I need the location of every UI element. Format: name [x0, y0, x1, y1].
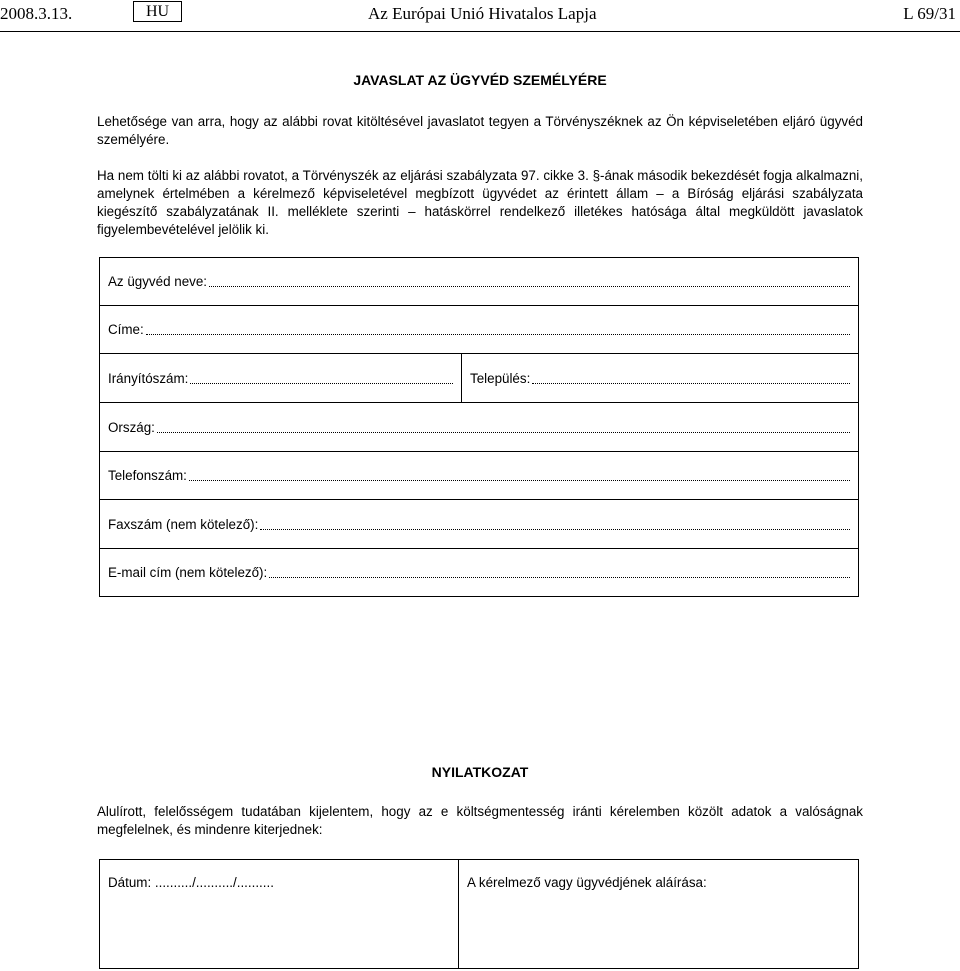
lawyer-form — [99, 257, 859, 597]
row-phone — [100, 452, 858, 500]
country-label: Ország: — [108, 419, 155, 435]
address-dotted-line — [146, 334, 850, 335]
declaration-text: Alulírott, felelősségem tudatában kijelentem, hogy az e költségmentesség iránti kérelemben közölt adatok a valóságnak megfelelnek, és mindenre kiterjednek: — [97, 804, 863, 837]
proposal-intro: Lehetősége van arra, hogy az alábbi rovat kitöltésével javaslatot tegyen a Törvényszéknek az Ön képviseletében eljáró ügyvéd személyére. — [97, 114, 863, 147]
phone-label: Telefonszám: — [108, 468, 187, 483]
email-dotted-line — [269, 577, 850, 578]
email-field[interactable] — [100, 549, 858, 596]
address-field[interactable] — [100, 306, 858, 353]
row-postcode-city — [100, 354, 858, 403]
declaration-title: NYILATKOZAT — [431, 764, 529, 780]
postcode-label: Irányítószám: — [108, 370, 189, 386]
postcode-field[interactable] — [100, 354, 461, 402]
journal-title: Az Európai Unió Hivatalos Lapja — [368, 4, 597, 23]
signature-label: A kérelmező vagy ügyvédjének aláírása: — [467, 875, 707, 890]
phone-dotted-line — [189, 480, 850, 481]
fax-label: Faxszám (nem kötelező): — [108, 516, 259, 532]
city-field[interactable] — [461, 354, 858, 402]
page-header — [0, 0, 960, 31]
date-label: Dátum: ........../........../.......... — [108, 875, 274, 890]
fax-field[interactable] — [100, 500, 858, 548]
lawyer-name-dotted-line — [209, 286, 850, 287]
row-fax — [100, 500, 858, 549]
fax-dotted-line — [260, 529, 850, 530]
country-dotted-line — [157, 432, 850, 433]
publication-date: 2008.3.13. — [0, 4, 73, 23]
city-dotted-line — [532, 383, 850, 384]
lawyer-name-label: Az ügyvéd neve: — [108, 274, 208, 289]
postcode-dotted-line — [190, 383, 453, 384]
date-field[interactable] — [100, 860, 458, 968]
proposal-note: Ha nem tölti ki az alábbi rovatot, a Törvényszék az eljárási szabályzata 97. cikke 3. §-ának második bekezdését fogja alkalmazni, amelynek értelmében a kérelmező képviseletével megbízott ügyvédet az érintett állam – a Bíróság eljárási szabályzata kiegészítő szabályzatának II. melléklete szerinti – hatáskörrel rendelkező illetékes hatósága által megküldött javaslatok figyelembevételével jelölik ki. — [97, 168, 863, 237]
country-field[interactable] — [100, 403, 858, 451]
proposal-title: JAVASLAT AZ ÜGYVÉD SZEMÉLYÉRE — [353, 72, 607, 88]
row-lawyer-name — [100, 258, 858, 306]
row-country — [100, 403, 858, 452]
signature-box — [99, 859, 859, 969]
phone-field[interactable] — [100, 452, 858, 499]
row-email — [100, 549, 858, 596]
page-reference: L 69/31 — [903, 4, 956, 23]
language-code-box: HU — [133, 1, 182, 22]
lawyer-name-field[interactable] — [100, 258, 858, 305]
row-address — [100, 306, 858, 354]
header-divider — [0, 31, 960, 32]
address-label: Címe: — [108, 322, 144, 337]
signature-field[interactable] — [458, 860, 858, 968]
email-label: E-mail cím (nem kötelező): — [108, 565, 268, 580]
city-label: Település: — [470, 370, 531, 386]
